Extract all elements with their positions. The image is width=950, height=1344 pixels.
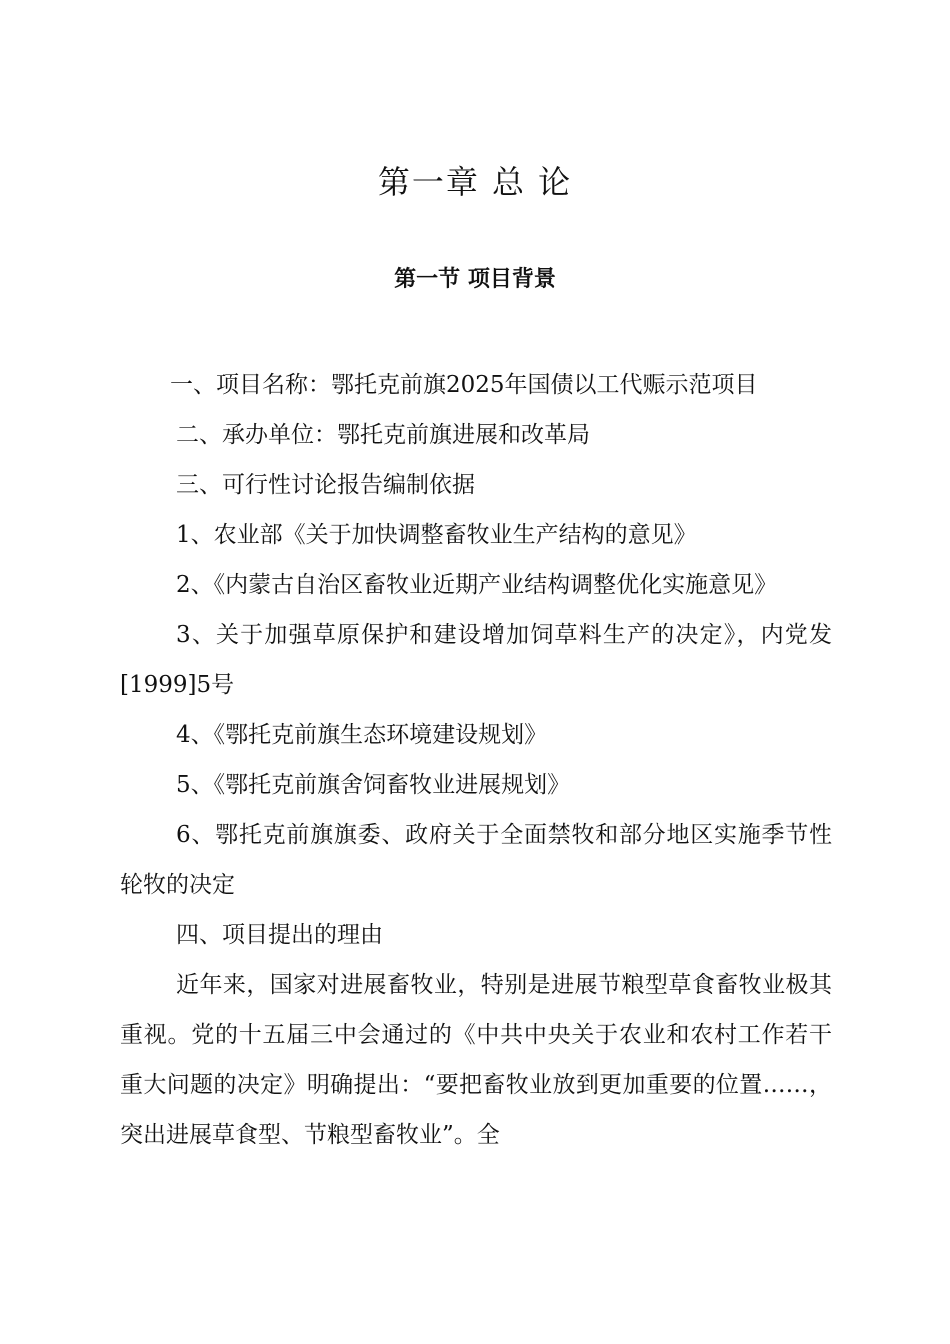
paragraph-reasons-heading: 四、项目提出的理由 — [176, 922, 383, 948]
paragraph-reasons-body: 近年来，国家对进展畜牧业，特别是进展节粮型草食畜牧业极其重视。党的十五届三中会通过的《中共中央关于农业和农村工作若干重大问题的决定》明确提出：“要把畜牧业放到更加重要的位置……，突出进展草食型、节粮型畜牧业”。全 — [120, 972, 832, 1148]
paragraph-basis-heading: 三、可行性讨论报告编制依据 — [176, 472, 475, 498]
chapter-title: 第一章 总 论 — [377, 163, 573, 201]
paragraph-basis-item-1: 1、农业部《关于加快调整畜牧业生产结构的意见》 — [176, 522, 697, 548]
paragraph-basis-item-6: 6、鄂托克前旗旗委、政府关于全面禁牧和部分地区实施季节性轮牧的决定 — [120, 822, 832, 898]
paragraph-basis-item-3: 3、关于加强草原保护和建设增加饲草料生产的决定》，内党发[1999]5号 — [120, 622, 832, 698]
section-title: 第一节 项目背景 — [394, 267, 556, 292]
body-text — [120, 360, 832, 1160]
paragraph-project-name: 一、项目名称：鄂托克前旗2025年国债以工代赈示范项目 — [170, 372, 758, 398]
paragraph-basis-item-2: 2、《内蒙古自治区畜牧业近期产业结构调整优化实施意见》 — [176, 572, 778, 598]
paragraph-basis-item-5: 5、《鄂托克前旗舍饲畜牧业进展规划》 — [176, 772, 571, 798]
paragraph-undertaking-unit: 二、承办单位：鄂托克前旗进展和改革局 — [176, 422, 590, 448]
paragraph-basis-item-4: 4、《鄂托克前旗生态环境建设规划》 — [176, 722, 548, 748]
